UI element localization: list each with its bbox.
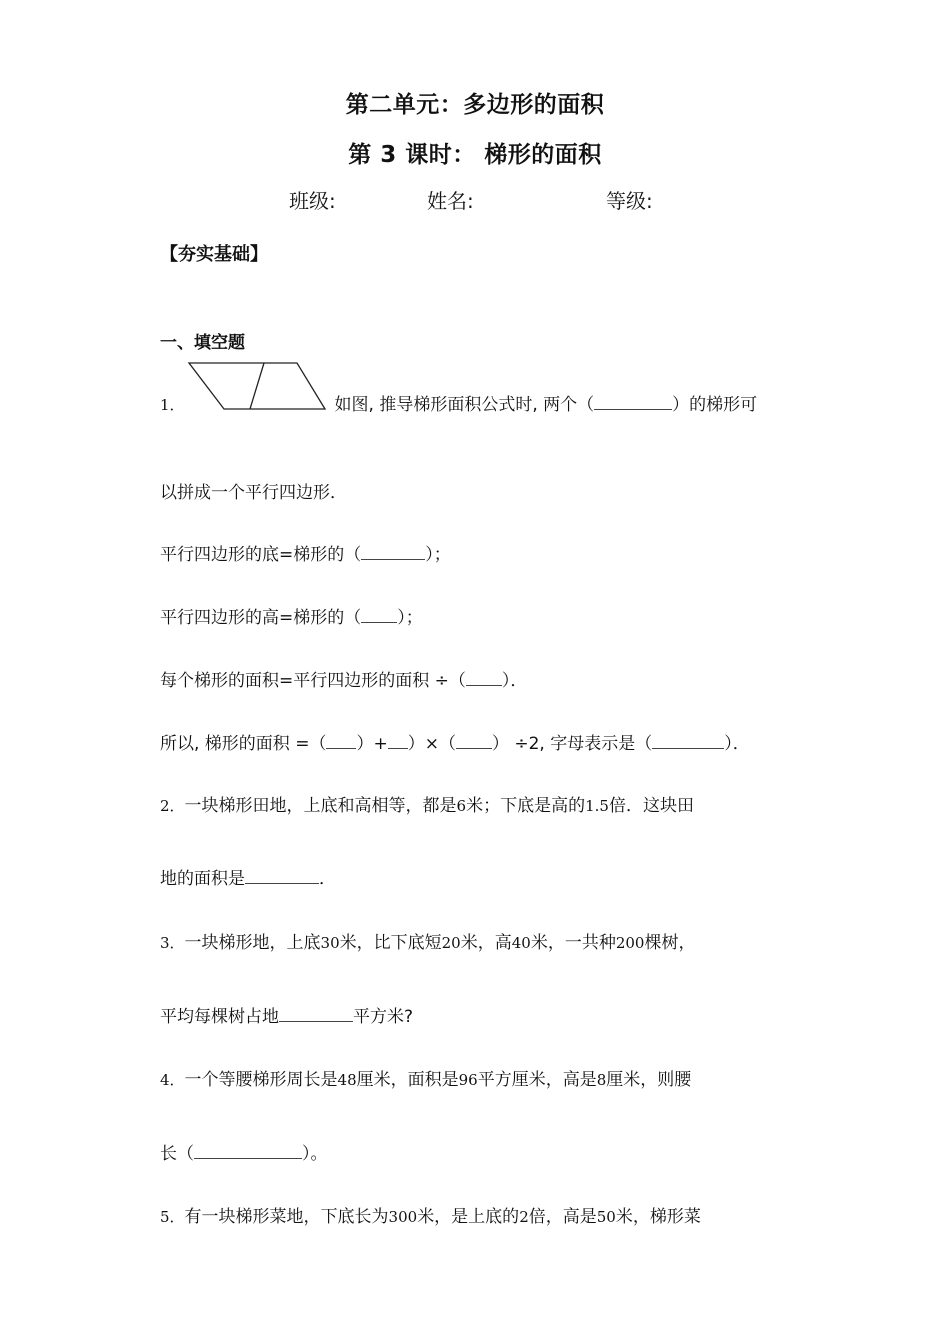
q2-text-a: 一块梯形田地，上底和高相等，都是	[184, 796, 457, 816]
q1-line5-end: ）．	[501, 671, 528, 691]
unit-title: 第二单元：多边形的面积	[345, 92, 605, 118]
q3-text-a: 一块梯形地，上底	[184, 933, 321, 953]
q1-blank-7[interactable]	[456, 734, 492, 749]
q5-line1	[160, 1202, 701, 1227]
q1-text-a: 如图, 推导梯形面积公式时, 两个（	[334, 395, 595, 415]
q5-value-2: 2	[519, 1208, 529, 1226]
q5-text-a: 有一块梯形菜地，下底长为	[184, 1207, 389, 1227]
q3-line1	[160, 928, 695, 953]
q2-line2-end: ．	[319, 869, 336, 889]
q1-line6-text-d: ） ÷2, 字母表示是（	[491, 734, 653, 754]
q4-line2-text: 长（	[160, 1144, 194, 1164]
q1-line4	[160, 603, 423, 628]
section-foundation: 【夯实基础】	[160, 244, 268, 265]
q1-line3-text: 平行四边形的底=梯形的（	[160, 545, 362, 565]
q5-number: 5．	[160, 1208, 185, 1226]
q1-blank-1[interactable]	[594, 395, 672, 410]
q1-line6-text-e: ）．	[724, 734, 750, 754]
q4-value-1: 48	[337, 1071, 357, 1089]
q2-blank[interactable]	[245, 869, 319, 884]
q1-line6-text-b: ）+	[356, 734, 388, 754]
q3-value-1: 30	[320, 934, 340, 952]
q4-text-b: 厘米，面积是	[356, 1070, 459, 1090]
section-fill-blank: 一、填空题	[160, 333, 245, 353]
q4-text-c: 平方厘米，高是	[477, 1070, 597, 1090]
q3-text-e: 棵树，	[644, 933, 696, 953]
q2-line2-text: 地的面积是	[160, 869, 245, 889]
q1-line6-text-a: 所以, 梯形的面积 =（	[160, 734, 327, 754]
q1-line4-end: ）；	[397, 608, 423, 628]
q1-line6	[160, 729, 750, 754]
q3-line2	[160, 1002, 413, 1027]
q2-text-c: 倍．这块田	[608, 796, 694, 816]
q4-number: 4．	[160, 1071, 185, 1089]
q5-text-c: 倍，高是	[528, 1207, 597, 1227]
q1-blank-8[interactable]	[652, 734, 724, 749]
q2-line1	[160, 791, 694, 816]
q1-number: 1．	[160, 396, 185, 414]
q4-text-d: 厘米，则腰	[606, 1070, 692, 1090]
q1-line5	[160, 666, 527, 691]
q2-number: 2．	[160, 797, 185, 815]
q1-text-b: ）的梯形可	[672, 395, 758, 415]
q1-line3-end: ）；	[425, 545, 451, 565]
q3-line2-end: 平方米?	[353, 1007, 414, 1027]
q4-value-3: 8	[596, 1071, 607, 1089]
q3-value-2: 20	[441, 934, 461, 952]
q5-text-b: 米，是上底的	[417, 1207, 520, 1227]
lesson-title: 第 3 课时： 梯形的面积	[348, 142, 602, 168]
q4-line1	[160, 1065, 691, 1090]
q3-value-4: 200	[615, 934, 645, 952]
q1-blank-6[interactable]	[388, 734, 408, 749]
q1-line1	[160, 390, 757, 415]
q4-line2-end: ）。	[302, 1144, 328, 1164]
q4-value-2: 96	[458, 1071, 478, 1089]
q3-value-3: 40	[511, 934, 531, 952]
q2-value-2: 1.5	[585, 797, 609, 815]
q5-text-d: 米，梯形菜	[615, 1207, 701, 1227]
q1-blank-4[interactable]	[466, 671, 502, 686]
q3-line2-text: 平均每棵树占地	[160, 1007, 279, 1027]
q1-line2: 以拼成一个平行四边形．	[160, 483, 347, 503]
q4-line2	[160, 1139, 328, 1164]
q2-text-b: 米；下底是高的	[466, 796, 586, 816]
q1-blank-2[interactable]	[361, 545, 425, 560]
q2-value-1: 6	[456, 797, 467, 815]
q3-blank[interactable]	[279, 1007, 353, 1022]
q1-line5-text: 每个梯形的面积=平行四边形的面积 ÷（	[160, 671, 466, 691]
q1-blank-5[interactable]	[326, 734, 356, 749]
q3-text-c: 米，高	[460, 933, 512, 953]
q4-blank[interactable]	[194, 1144, 302, 1159]
q1-line6-text-c: ）×（	[407, 734, 456, 754]
q3-text-d: 米，一共种	[530, 933, 616, 953]
q1-blank-3[interactable]	[361, 608, 397, 623]
name-label: 姓名:	[427, 189, 474, 213]
q5-value-3: 50	[596, 1208, 616, 1226]
q3-number: 3．	[160, 934, 185, 952]
q1-line3	[160, 540, 451, 565]
grade-label: 等级:	[606, 189, 653, 213]
q1-line4-text: 平行四边形的高=梯形的（	[160, 608, 362, 628]
class-label: 班级:	[289, 189, 336, 213]
q3-text-b: 米，比下底短	[339, 933, 442, 953]
q2-line2	[160, 864, 336, 889]
q4-text-a: 一个等腰梯形周长是	[184, 1070, 338, 1090]
q5-value-1: 300	[388, 1208, 418, 1226]
